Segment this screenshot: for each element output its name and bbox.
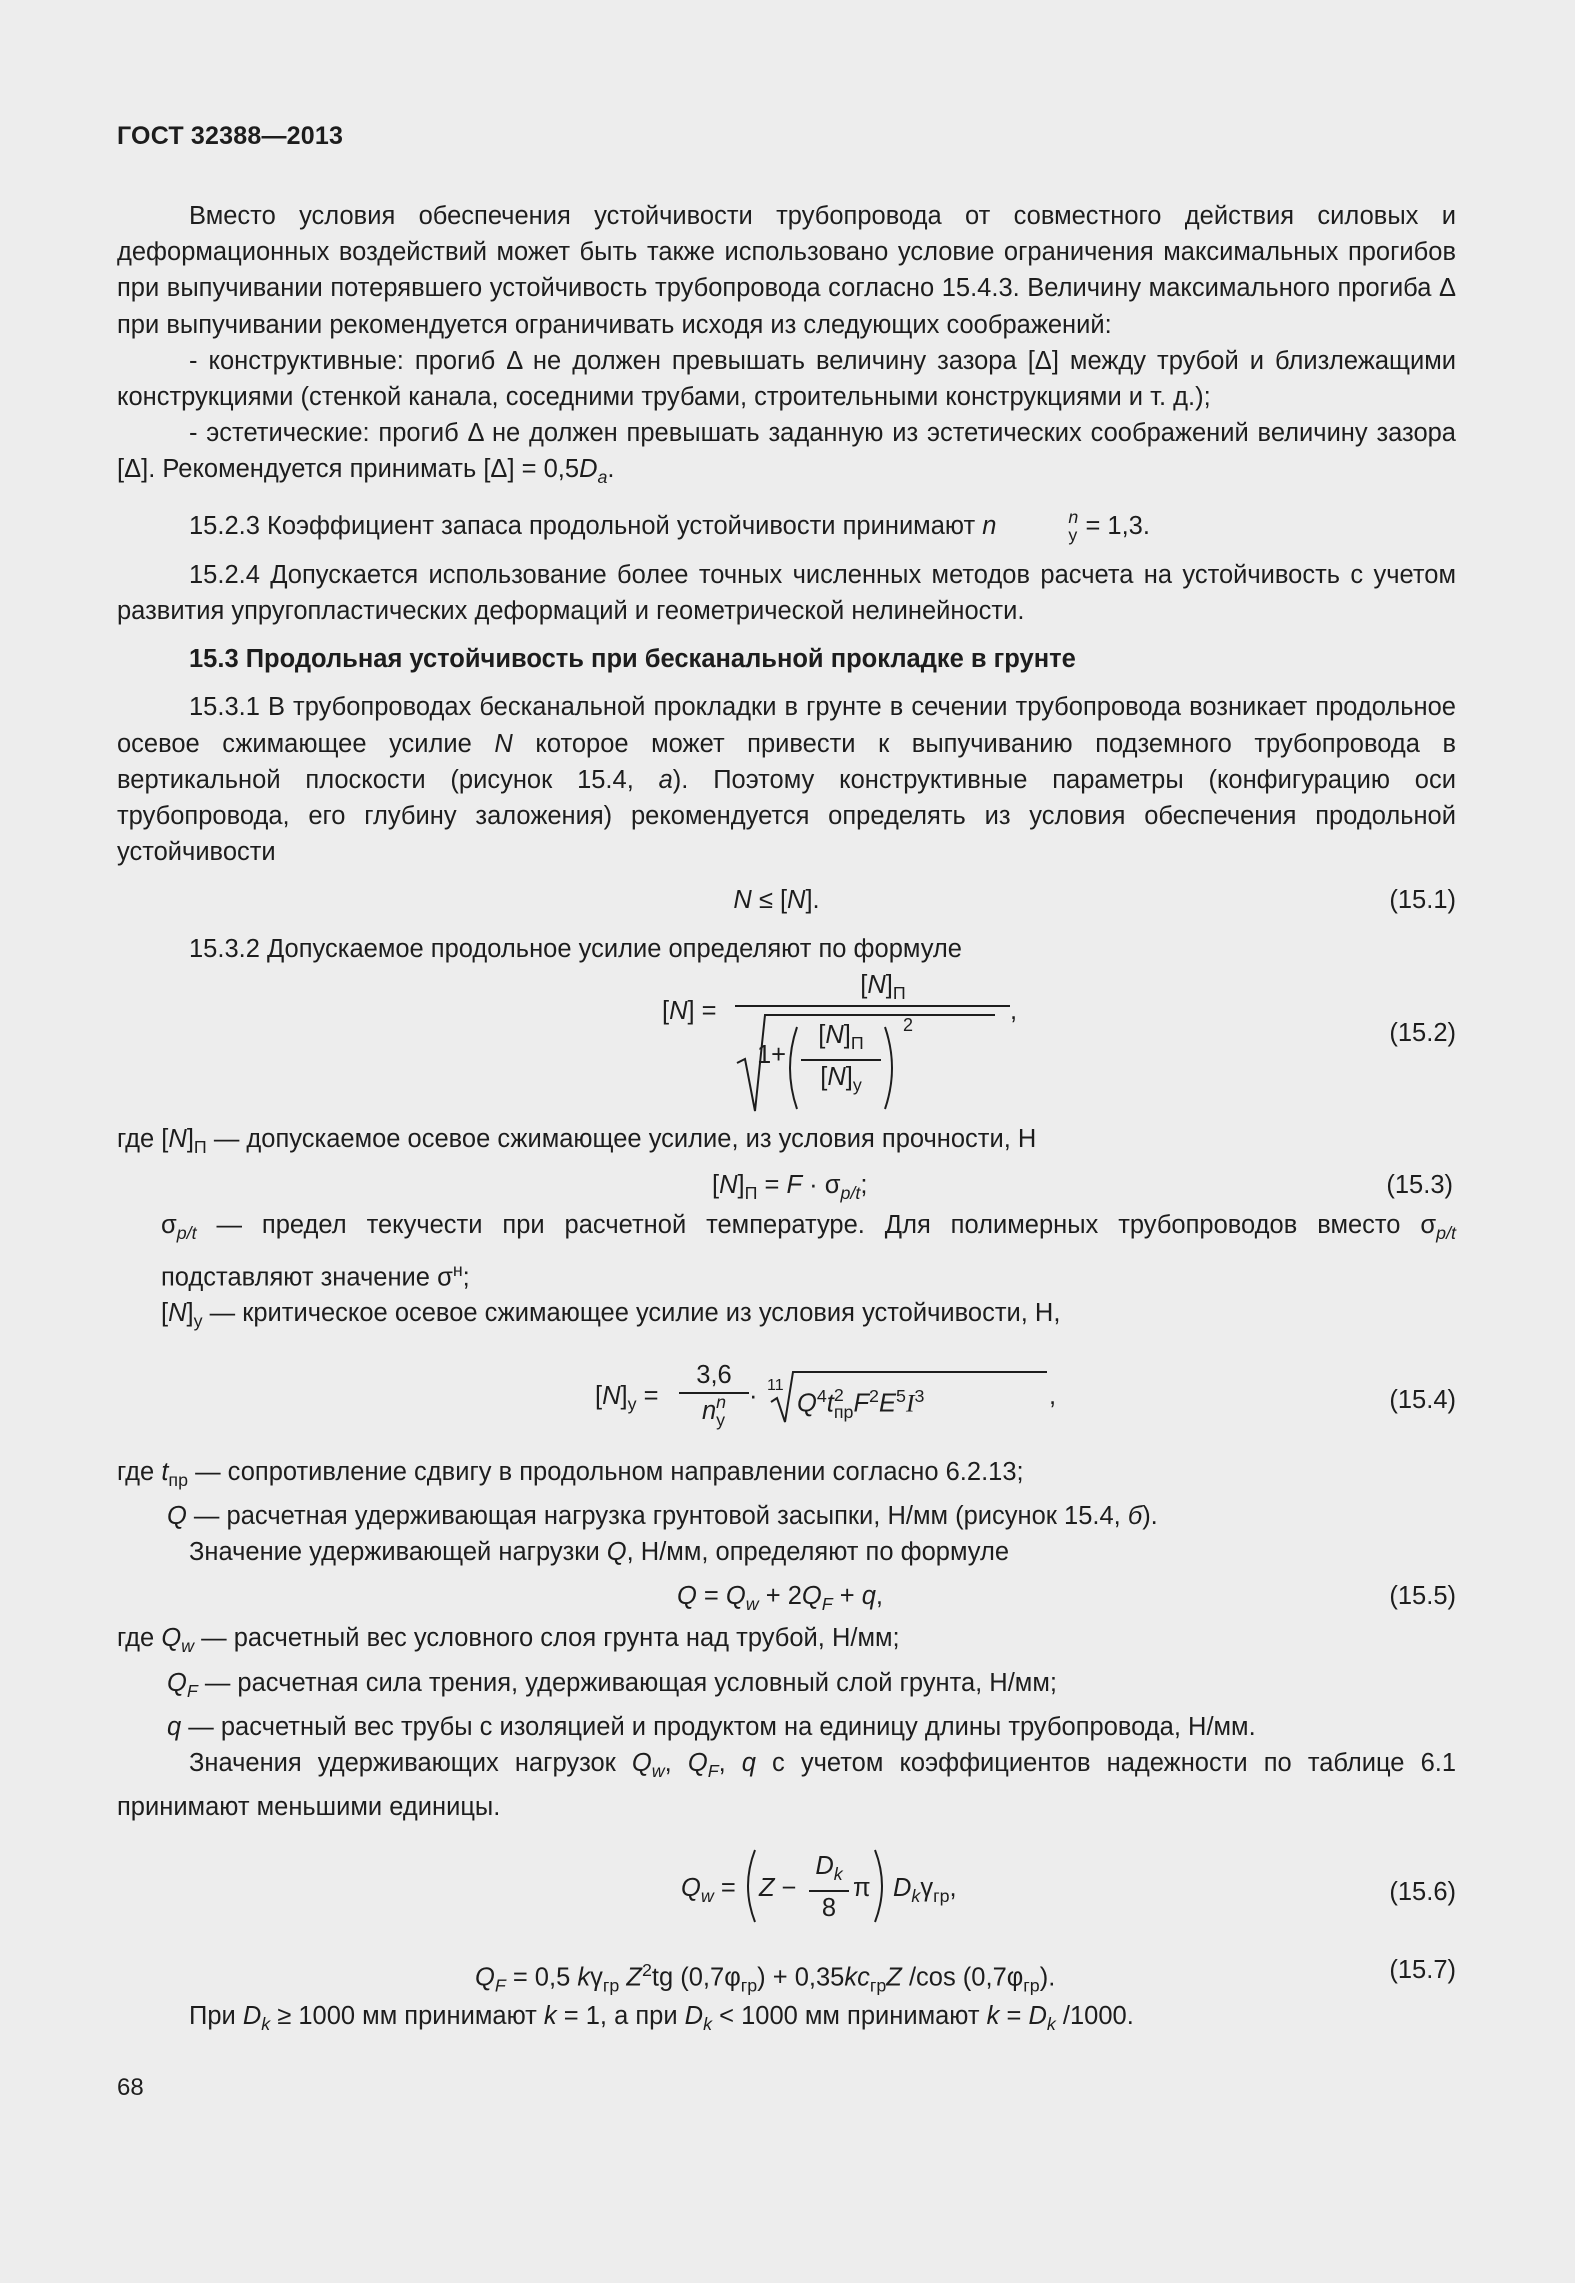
equation-15-5	[117, 1570, 1456, 1620]
math-sub: p/t	[1436, 1223, 1456, 1244]
math-text: /cos (0,7φ	[901, 1963, 1024, 1992]
math-var: N	[827, 1062, 846, 1091]
math-text: ).	[1039, 1963, 1056, 1992]
paragraph	[117, 1498, 1456, 1534]
math-text: ]	[843, 1020, 851, 1049]
left-paren	[781, 1023, 801, 1113]
paragraph-text: — критическое осевое сжимающее усилие из условия устойчивости, Н,	[202, 1299, 1061, 1328]
paragraph-text: = 1,3.	[1078, 511, 1150, 540]
root-index: 11	[767, 1376, 784, 1394]
paragraph-text: = 1, а при	[556, 2001, 685, 2030]
equation-15-3	[117, 1167, 1456, 1203]
paragraph-text: - эстетические: прогиб Δ не должен превышать заданную из эстетических соображений величину зазора [Δ]. Рекомендуется принимать [Δ] = 0,5	[117, 419, 1456, 484]
math-sub: a	[597, 467, 608, 488]
paragraph-text: — сопротивление сдвигу в продольном направлении согласно 6.2.13;	[188, 1457, 1024, 1486]
math-var: k	[986, 2001, 1000, 2030]
math-sub: гр	[740, 1975, 758, 1996]
equation-15-7	[117, 1944, 1456, 1994]
math-var: F	[786, 1171, 803, 1200]
paragraph	[117, 689, 1456, 870]
equation-number: (15.1)	[1389, 886, 1456, 915]
eq4-lhs	[595, 1378, 659, 1422]
paragraph-text: где	[117, 1457, 162, 1486]
math-sub: гр	[869, 1975, 887, 1996]
paragraph-text: где [	[117, 1124, 169, 1153]
math-text: ·	[749, 1381, 758, 1410]
math-var: q	[167, 1712, 182, 1741]
paragraph-text: ,	[664, 1749, 688, 1778]
fraction-bar	[735, 1005, 1010, 1007]
paragraph-text: — предел текучести при расчетной температуре. Для полимерных трубопроводов вместо σ	[196, 1211, 1437, 1240]
eq2-lhs	[662, 993, 717, 1029]
math-text: ,	[1049, 1381, 1057, 1410]
paragraph	[117, 343, 1456, 415]
math-var: Q	[677, 1582, 697, 1611]
left-paren	[739, 1846, 759, 1926]
paragraph-text: [	[161, 1299, 169, 1328]
math-sub: гр	[1023, 1975, 1040, 1996]
paragraph-text: =	[999, 2001, 1029, 2030]
math-var: N	[669, 996, 688, 1025]
paragraph-text: 15.3.1 В трубопроводах бесканальной прокладки в грунте в сечении трубопровода возникает продольное осевое сжимающее усилие	[117, 693, 1456, 758]
math-var: D	[579, 455, 598, 484]
paragraph-text: - конструктивные: прогиб Δ не должен превышать величину зазора [Δ] между трубой и близлежащими конструкциями (стенкой канала, соседними трубами, строительными конструкциями и т. д.);	[117, 346, 1456, 412]
math-sup: 2	[641, 1959, 652, 1980]
math-text: ;	[860, 1171, 868, 1200]
math-var: N	[602, 1381, 621, 1410]
math-text: [	[818, 1020, 826, 1049]
paragraph	[117, 198, 1456, 343]
inner-denominator	[801, 1059, 881, 1101]
math-var: N	[733, 886, 752, 915]
math-text: ]	[845, 1062, 853, 1091]
math-text: tg (0,7φ	[651, 1963, 741, 1992]
paragraph-text: ).	[1142, 1501, 1158, 1530]
math-text: =	[636, 1381, 659, 1410]
math-var: q	[861, 1582, 876, 1611]
math-text: [	[860, 970, 868, 999]
paragraph	[117, 1709, 1456, 1745]
paragraph-text: ). Поэтому конструктивные параметры (конфигурацию оси трубопровода, его глубину заложения) рекомендуется определять из условия обеспечения продольной устойчивости	[117, 765, 1456, 867]
math-text: + 2	[758, 1582, 802, 1611]
eq4-fraction	[679, 1358, 749, 1430]
paragraph-text: ;	[462, 1263, 470, 1292]
math-var: N	[825, 1020, 844, 1049]
paragraph-text: которое может привести к выпучиванию подземного трубопровода в вертикальной плоскости (рисунок 15.4,	[117, 729, 1456, 794]
math-var: N	[787, 886, 806, 915]
math-sup: н	[452, 1259, 463, 1280]
math-sub: у	[852, 1075, 862, 1096]
math-var: N	[719, 1171, 738, 1200]
math-sub: F	[821, 1594, 833, 1615]
paragraph	[117, 415, 1456, 496]
math-var: k	[543, 2001, 557, 2030]
math-var: D	[815, 1851, 834, 1880]
paragraph-text: 15.2.4 Допускается использование более точных численных методов расчета на устойчивость с учетом развития упругопластических деформаций и геометрической нелинейности.	[117, 560, 1456, 626]
math-var: D	[242, 2001, 262, 2030]
math-var: N	[867, 970, 886, 999]
math-sub: гр	[602, 1975, 620, 1996]
math-var: Q	[687, 1749, 708, 1778]
paragraph	[117, 931, 1456, 967]
math-sup: n	[1068, 507, 1079, 528]
paragraph-text: 15.3.2 Допускаемое продольное усилие определяют по формуле	[189, 934, 962, 963]
math-sub: k	[911, 1885, 921, 1906]
equation-15-6	[117, 1840, 1456, 1944]
math-sub: П	[193, 1136, 207, 1157]
math-var: Q	[167, 1501, 187, 1530]
fraction-denominator: 8	[809, 1890, 849, 1924]
equation-number: (15.2)	[1389, 1018, 1456, 1047]
math-text: ≤ [	[751, 886, 788, 915]
math-text: =	[757, 1171, 787, 1200]
math-text: −	[774, 1873, 797, 1902]
paragraph-text: ]	[186, 1299, 194, 1328]
section-title: 15.3 Продольная устойчивость при бесканальной прокладке в грунте	[189, 645, 1076, 674]
math-text: [	[820, 1062, 828, 1091]
math-sub: П	[850, 1032, 864, 1053]
math-sub: пр	[168, 1469, 188, 1490]
math-var: D	[684, 2001, 704, 2030]
math-var: а	[658, 765, 673, 794]
math-text: · σ	[802, 1171, 841, 1200]
math-var: q	[741, 1749, 756, 1778]
math-sub: у	[1068, 524, 1078, 545]
paragraph	[117, 1295, 1456, 1339]
math-sub: k	[833, 1863, 843, 1884]
math-var: k	[577, 1963, 591, 1992]
paragraph-text: — расчетный вес условного слоя грунта над трубой, Н/мм;	[194, 1624, 900, 1653]
math-var: n	[701, 1396, 717, 1425]
math-sub: у	[716, 1409, 726, 1430]
fraction-numerator	[809, 1850, 849, 1890]
math-text: γ	[920, 1873, 934, 1902]
math-sub: k	[1046, 2013, 1056, 2034]
eq6-lhs	[681, 1870, 736, 1914]
paragraph-text: ,	[718, 1749, 742, 1778]
paragraph-text: — расчетная удерживающая нагрузка грунтовой засыпки, Н/мм (рисунок 15.4,	[186, 1501, 1128, 1530]
equation-15-2	[117, 967, 1456, 1117]
math-var: N	[168, 1299, 187, 1328]
math-text: ,	[949, 1873, 957, 1902]
right-paren	[881, 1023, 901, 1113]
paragraph-text: < 1000 мм принимают	[712, 2001, 987, 2030]
paragraph	[117, 1665, 1456, 1709]
eq4-radicand: $Q^4t$ 2 пр $F^2E^5I^3$	[797, 1384, 925, 1423]
math-var: Q	[725, 1582, 746, 1611]
paragraph-text: — расчетный вес трубы с изоляцией и продуктом на единицу длины трубопровода, Н/мм.	[181, 1712, 1256, 1741]
paragraph	[117, 1121, 1456, 1165]
math-var: D	[893, 1873, 912, 1902]
paragraph	[117, 508, 1456, 545]
math-var: N	[494, 729, 513, 758]
paragraph-text: Вместо условия обеспечения устойчивости трубопровода от совместного действия силовых и деформационных воздействий может быть также использовано условие ограничения максимальных прогибов при выпучивании потерявшего устойчивость трубопровода согласно 15.4.3. Величину максимального прогиба Δ при выпучивании рекомендуется ограничивать исходя из следующих соображений:	[117, 202, 1456, 339]
math-sub: p/t	[840, 1183, 861, 1204]
math-sub: k	[703, 2013, 713, 2034]
math-var: σ	[161, 1211, 177, 1240]
math-var: t	[161, 1457, 169, 1486]
math-sub: w	[181, 1636, 195, 1657]
paragraph	[117, 1454, 1456, 1498]
math-sub: гр	[933, 1885, 950, 1906]
equation-number: (15.5)	[1389, 1582, 1456, 1611]
math-var: D	[1028, 2001, 1047, 2030]
math-sup: n	[716, 1392, 727, 1413]
math-sup: 2	[903, 1014, 914, 1035]
paragraph	[117, 557, 1456, 629]
math-var: Q	[681, 1873, 701, 1902]
equation-number: (15.6)	[1389, 1877, 1456, 1906]
math-sub: w	[651, 1761, 665, 1782]
math-sub: у	[627, 1393, 637, 1414]
math-text: 1+	[757, 1040, 787, 1069]
math-text: ]	[620, 1381, 628, 1410]
fraction-numerator: 3,6	[696, 1360, 732, 1389]
equation-number: (15.4)	[1389, 1385, 1456, 1414]
math-sub: F	[494, 1975, 506, 1996]
paragraph-text: ]	[186, 1124, 194, 1153]
eq6-fraction	[809, 1850, 849, 1924]
paragraph	[117, 1534, 1456, 1570]
paragraph	[117, 1207, 1456, 1295]
math-var: n	[982, 511, 997, 540]
paragraph-text: где	[117, 1624, 162, 1653]
math-sub: F	[707, 1761, 719, 1782]
math-var: Q	[606, 1538, 627, 1567]
paragraph-text: подставляют значение σ	[161, 1263, 453, 1292]
math-text: ) + 0,35	[757, 1963, 845, 1992]
paragraph	[117, 1620, 1456, 1664]
paragraph	[117, 1745, 1456, 1826]
paragraph-text: с учетом коэффициентов надежности по таблице 6.1 принимают меньшими единицы.	[117, 1749, 1457, 1822]
math-sub: F	[186, 1680, 198, 1701]
math-var: Z	[886, 1963, 902, 1992]
eq2-inner-fraction	[801, 1019, 881, 1101]
math-text: =	[713, 1873, 736, 1902]
page-content	[117, 198, 1456, 2042]
math-var: Q	[167, 1668, 187, 1697]
math-text: ]	[737, 1171, 745, 1200]
math-text: ,	[1010, 996, 1018, 1025]
paragraph-text: ≥ 1000 мм принимают	[270, 2001, 544, 2030]
inner-numerator	[801, 1019, 881, 1059]
math-var: Z	[759, 1873, 775, 1902]
math-text: ,	[875, 1582, 883, 1611]
equation-15-4	[117, 1340, 1456, 1450]
math-text: +	[832, 1582, 862, 1611]
math-var: Q	[801, 1582, 822, 1611]
paragraph-text: Значения удерживающих нагрузок	[189, 1749, 632, 1778]
math-sub: w	[745, 1594, 759, 1615]
math-sub: у	[193, 1311, 203, 1332]
document-header: ГОСТ 32388—2013	[117, 122, 344, 150]
math-var: Q	[475, 1963, 495, 1992]
right-paren	[871, 1846, 891, 1926]
paragraph-text: 15.2.3 Коэффициент запаса продольной устойчивости принимают	[189, 511, 983, 540]
math-var: Q	[161, 1624, 182, 1653]
math-text: γ	[590, 1963, 603, 1992]
math-text: [	[662, 996, 670, 1025]
math-text: ]	[885, 970, 893, 999]
math-sub: П	[892, 982, 906, 1003]
math-var: Q	[631, 1749, 652, 1778]
math-var: kc	[844, 1963, 870, 1992]
equation-15-1	[117, 882, 1456, 918]
math-var: Z	[626, 1963, 642, 1992]
math-var: б	[1127, 1501, 1143, 1530]
paragraph-text: , Н/мм, определяют по формуле	[626, 1538, 1010, 1567]
paragraph-text: — допускаемое осевое сжимающее усилие, из условия прочности, Н	[206, 1124, 1037, 1153]
equation-number: (15.7)	[1389, 1955, 1456, 1984]
paragraph-text: Значение удерживающей нагрузки	[189, 1538, 607, 1567]
paragraph-text: — расчетная сила трения, удерживающая условный слой грунта, Н/мм;	[197, 1668, 1057, 1697]
math-text: [	[712, 1171, 720, 1200]
math-sub: p/t	[176, 1223, 197, 1244]
paragraph-text: /1000.	[1055, 2001, 1134, 2030]
math-text: =	[696, 1582, 726, 1611]
math-text: ] =	[687, 996, 717, 1025]
math-sub: П	[744, 1183, 758, 1204]
math-text: ].	[805, 886, 820, 915]
math-text: [	[595, 1381, 603, 1410]
math-sub: w	[700, 1885, 714, 1906]
math-sub: k	[261, 2013, 271, 2034]
equation-number: (15.3)	[1386, 1171, 1453, 1200]
math-text: π	[853, 1873, 871, 1902]
paragraph-text: .	[607, 455, 615, 484]
math-var: N	[168, 1124, 187, 1153]
math-text: = 0,5	[505, 1963, 578, 1992]
fraction-denominator	[679, 1392, 749, 1430]
paragraph-text: При	[189, 2001, 243, 2030]
page-number: 68	[117, 2074, 144, 2101]
paragraph	[117, 1998, 1456, 2042]
